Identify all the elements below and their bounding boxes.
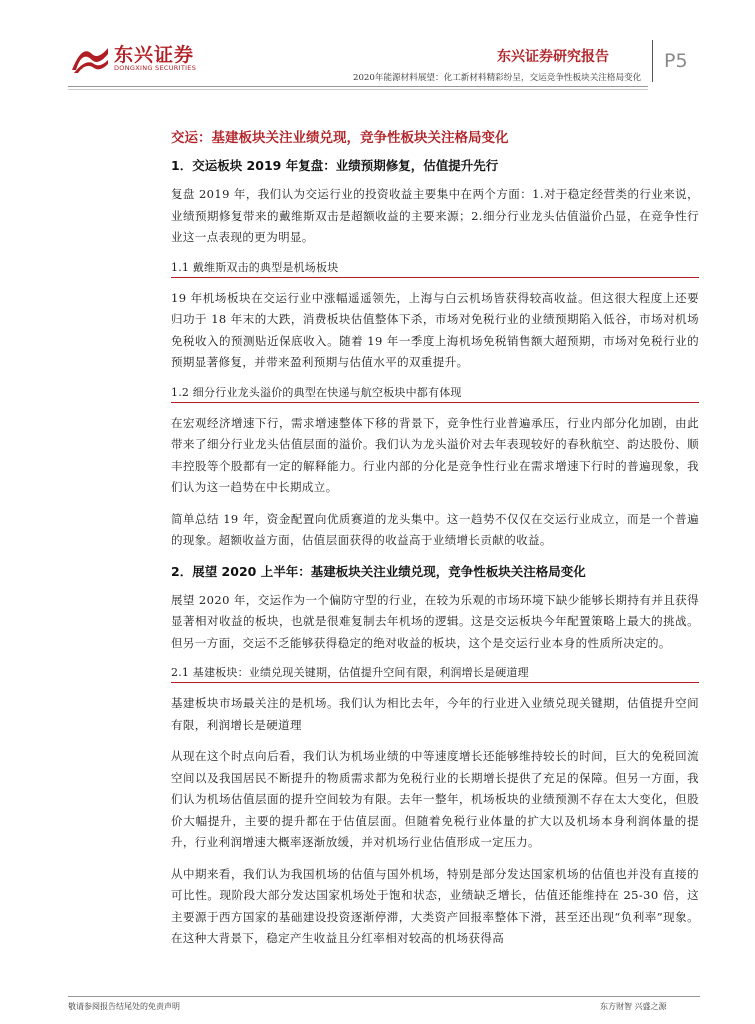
header-rule [68, 86, 648, 87]
subsection-1-2-heading: 1.2 细分行业龙头溢价的典型在快递与航空板块中都有体现 [171, 384, 699, 403]
report-subtitle: 2020年能源材料展望：化工新材料精彩纷呈，交运竞争性板块关注格局变化 [353, 73, 642, 83]
paragraph: 简单总结 19 年，资金配置向优质赛道的龙头集中。这一趋势不仅仅在交运行业成立，而是一个普遍的现象。超额收益方面，估值层面获得的收益高于业绩增长贡献的收益。 [171, 511, 699, 547]
report-body [171, 120, 699, 960]
company-logo [70, 40, 230, 76]
paragraph: 从现在这个时点向后看，我们认为机场业绩的中等速度增长还能够维持较长的时间，巨大的免税回流空间以及我国居民不断提升的物质需求都为免税行业的长期增长提供了充足的保障。但另一方面，我们认为机场估值层面的提升空间较为有限。去年一整年，机场板块的业绩预测不存在太大变化，但股价大幅提升，主要的提升都在于估值层面。但随着免税行业体量的扩大以及机场本身利润体量的提升，行业利润增速大概率逐渐放缓，并对机场行业估值形成一定压力。 [171, 749, 699, 849]
footer-rule [68, 996, 700, 997]
page-number: P5 [664, 50, 688, 72]
header-divider [652, 40, 653, 82]
page-header [0, 0, 755, 92]
paragraph: 19 年机场板块在交运行业中涨幅遥遥领先，上海与白云机场皆获得较高收益。但这很大程度上还要归功于 18 年末的大跌，消费板块估值整体下杀，市场对免税行业的业绩预期陷入低谷，市场对机场免税收入的预测贴近保底收入。随着 19 年一季度上海机场免税销售额大超预期，市场对免税行业的预期显著修复，并带来盈利预期与估值水平的双重提升。 [171, 290, 699, 369]
footer-disclaimer: 敬请参阅报告结尾处的免责声明 [68, 1002, 180, 1011]
mountain-wave-logo-icon [70, 40, 110, 76]
section-1-heading: 1．交运板块 2019 年复盘：业绩预期修复，估值提升先行 [171, 158, 499, 173]
section-title: 交运：基建板块关注业绩兑现，竞争性板块关注格局变化 [171, 130, 509, 146]
logo-text-cn: 东兴证券 [114, 44, 195, 66]
logo-text-en: DONGXING SECURITIES [114, 64, 197, 72]
subsection-1-1-heading: 1.1 戴维斯双击的典型是机场板块 [171, 259, 699, 278]
paragraph: 从中期来看，我们认为我国机场的估值与国外机场，特别是部分发达国家机场的估值也并没有直接的可比性。现阶段大部分发达国家机场处于饱和状态，业绩缺乏增长，估值还能维持在 25-30 倍，这主要源于西方国家的基础建设投资逐渐停滞，大类资产回报率整体下滑，甚至还出现“负利率”现象。在这种大背景下，稳定产生收益且分红率相对较高的机场获得高 [171, 866, 699, 945]
section-2-heading: 2．展望 2020 上半年：基建板块关注业绩兑现，竞争性板块关注格局变化 [171, 563, 586, 579]
paragraph: 复盘 2019 年，我们认为交运行业的投资收益主要集中在两个方面：1.对于稳定经营类的行业来说，业绩预期修复带来的戴维斯双击是超额收益的主要来源；2.细分行业龙头估值溢价凸显，在竞争性行业这一点表现的更为明显。 [171, 187, 699, 244]
paragraph: 在宏观经济增速下行，需求增速整体下移的背景下，竞争性行业普遍承压，行业内部分化加剧，由此带来了细分行业龙头估值层面的溢价。我们认为龙头溢价对去年表现较好的春秋航空、韵达股份、顺丰控股等个股都有一定的解释能力。行业内部的分化是竞争性行业在需求增速下行时的普遍现象，我们认为这一趋势在中长期成立。 [171, 415, 699, 494]
subsection-2-1-heading: 2.1 基建板块：业绩兑现关键期，估值提升空间有限，利润增长是硬道理 [171, 664, 699, 683]
report-title: 东兴证券研究报告 [497, 49, 609, 65]
header-rule-secondary [68, 89, 648, 90]
footer-slogan: 东方财智 兴盛之源 [600, 1002, 667, 1011]
paragraph: 展望 2020 年，交运作为一个偏防守型的行业，在较为乐观的市场环境下缺少能够长期持有并且获得显著相对收益的板块，也就是很难复制去年机场的逻辑。这是交运板块今年配置策略上最大的挑战。但另一方面，交运不乏能够获得稳定的绝对收益的板块，这个是交运行业本身的性质所决定的。 [171, 592, 699, 650]
paragraph: 基建板块市场最关注的是机场。我们认为相比去年，今年的行业进入业绩兑现关键期，估值提升空间有限，利润增长是硬道理 [171, 696, 699, 732]
